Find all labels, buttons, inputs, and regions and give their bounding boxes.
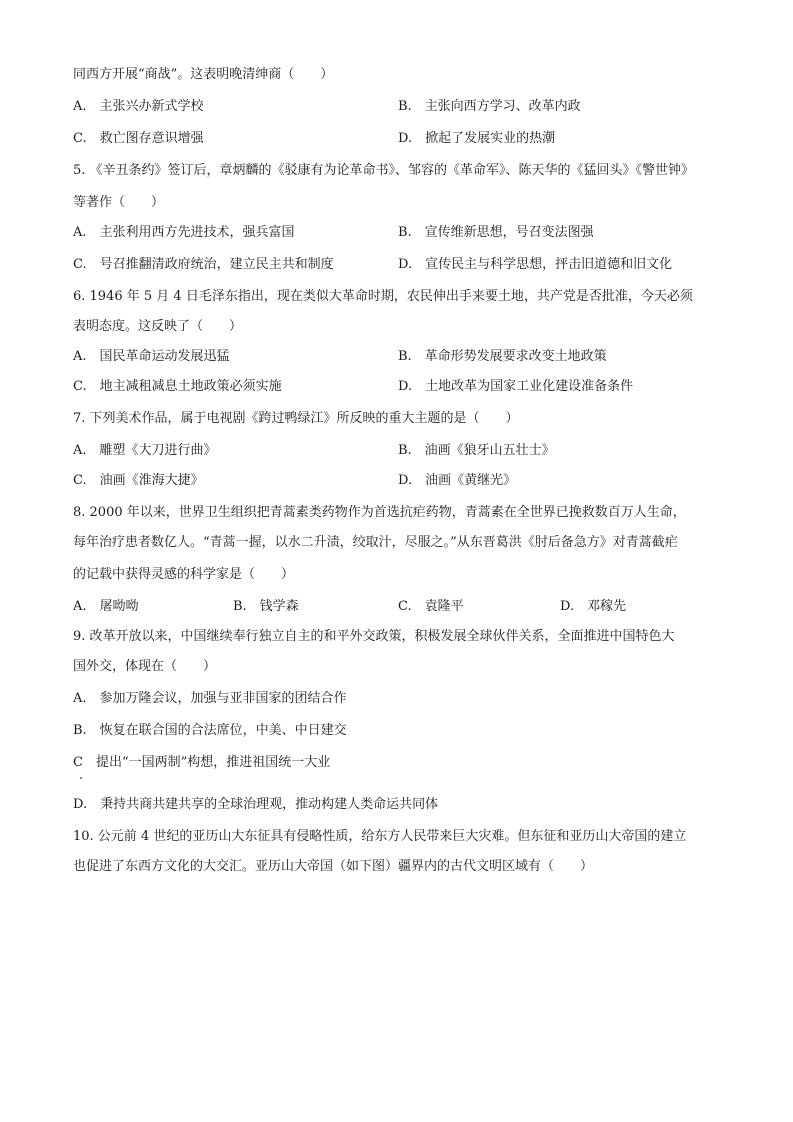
- q5-stem-line2: 等著作（ ）: [73, 195, 165, 210]
- q6-stem-line2: 表明态度。这反映了（ ）: [73, 319, 243, 334]
- q7-option-d: D. 油画《黄继光》: [398, 473, 517, 488]
- q8-option-c: C. 袁隆平: [398, 599, 464, 614]
- q9-stem-line2: 国外交，体现在（ ）: [73, 659, 217, 674]
- q8-stem-line3: 的记载中获得灵感的科学家是（ ）: [73, 567, 295, 582]
- q6-option-b: B. 革命形势发展要求改变土地政策: [398, 349, 607, 364]
- q4-stem-tail: 同西方开展“商战”。这表明晚清绅商（ ）: [73, 67, 334, 82]
- q4-option-c: C. 救亡图存意识增强: [73, 131, 204, 146]
- q6-option-a: A. 国民革命运动发展迅猛: [73, 349, 230, 364]
- q6-stem-line1: 6. 1946 年 5 月 4 日毛泽东指出，现在类似大革命时期，农民伸出手来要土地，共产党是否批准，今天必须: [73, 289, 693, 304]
- q9-option-c: C 提出“一国两制”构想，推进祖国统一大业: [73, 755, 331, 770]
- q7-option-c: C. 油画《淮海大捷》: [73, 473, 204, 488]
- q7-option-b: B. 油画《狼牙山五壮士》: [398, 443, 555, 458]
- q10-stem-line2: 也促进了东西方文化的大交汇。亚历山大帝国（如下图）疆界内的古代文明区域有（ ）: [73, 859, 594, 874]
- q5-option-a: A. 主张利用西方先进技术，强兵富国: [73, 225, 295, 240]
- q5-stem-line1: 5. 《辛丑条约》签订后，章炳麟的《驳康有为论革命书》、邹容的《革命军》、陈天华的《猛回头》《警世钟》: [73, 163, 695, 178]
- q9-option-d: D. 秉持共商共建共享的全球治理观，推动构建人类命运共同体: [73, 797, 439, 812]
- q4-option-b: B. 主张向西方学习、改革内政: [398, 99, 581, 114]
- q8-option-b: B. 钱学森: [233, 599, 299, 614]
- q8-option-d: D. 邓稼先: [560, 599, 627, 614]
- q5-option-b: B. 宣传维新思想，号召变法图强: [398, 225, 594, 240]
- q5-option-c: C. 号召推翻清政府统治，建立民主共和制度: [73, 257, 334, 272]
- q4-option-a: A. 主张兴办新式学校: [73, 99, 204, 114]
- q8-stem-line2: 每年治疗患者数亿人。“青蒿一握，以水二升渍，绞取汁，尽服之。”从东晋葛洪《肘后备急方》对青蒿截疟: [73, 535, 678, 550]
- q8-stem-line1: 8. 2000 年以来，世界卫生组织把青蒿素类药物作为首选抗疟药物，青蒿素在全世界已挽救数百万人生命，: [73, 505, 686, 520]
- q6-option-c: C. 地主减租减息土地政策必须实施: [73, 379, 282, 394]
- q4-option-d: D. 掀起了发展实业的热潮: [398, 131, 556, 146]
- q6-option-d: D. 土地改革为国家工业化建设准备条件: [398, 379, 634, 394]
- q5-option-d: D. 宣传民主与科学思想，抨击旧道德和旧文化: [398, 257, 673, 272]
- q9-option-b: B. 恢复在联合国的合法席位，中美、中日建交: [73, 723, 347, 738]
- q9-option-a: A. 参加万隆会议，加强与亚非国家的团结合作: [73, 691, 347, 706]
- q10-stem-line1: 10. 公元前 4 世纪的亚历山大东征具有侵略性质，给东方人民带来巨大灾难。但东征和亚历山大帝国的建立: [73, 829, 687, 844]
- q9-stem-line1: 9. 改革开放以来，中国继续奉行独立自主的和平外交政策，积极发展全球伙伴关系，全面推进中国特色大: [73, 629, 675, 644]
- stray-dot: [80, 777, 82, 779]
- q8-option-a: A. 屠呦呦: [73, 599, 139, 614]
- q7-option-a: A. 雕塑《大刀进行曲》: [73, 443, 217, 458]
- q7-stem-line1: 7. 下列美术作品，属于电视剧《跨过鸭绿江》所反映的重大主题的是（ ）: [73, 411, 519, 426]
